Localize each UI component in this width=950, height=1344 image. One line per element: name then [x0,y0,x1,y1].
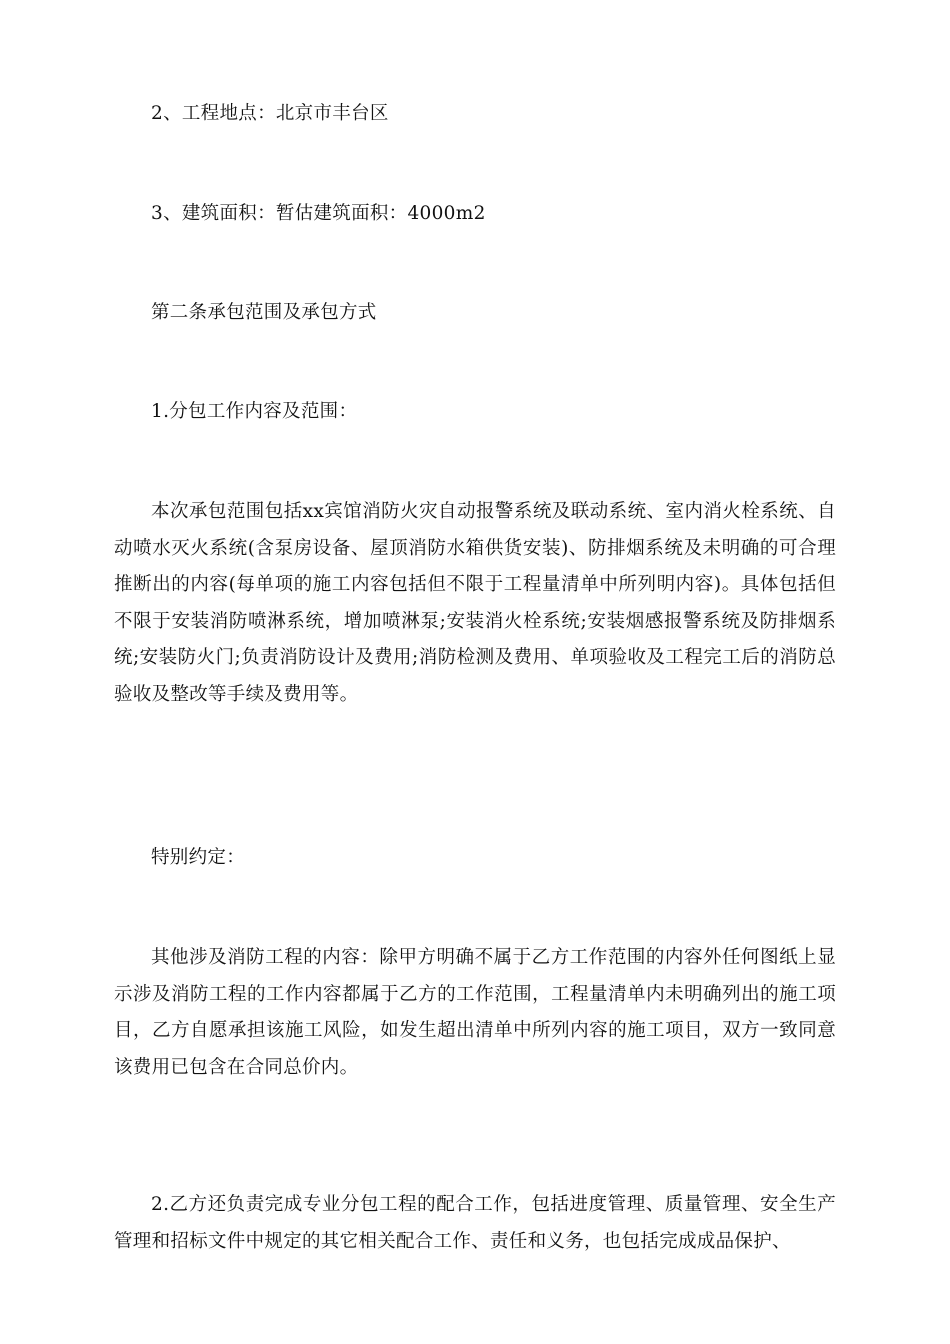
clause-building-area: 3、建筑面积：暂估建筑面积：4000m2 [151,203,486,224]
special-agreement-heading: 特别约定： [151,847,246,868]
scope-body-paragraph: 本次承包范围包括xx宾馆消防火灾自动报警系统及联动系统、室内消火栓系统、自动喷水灭火系统(含泵房设备、屋顶消防水箱供货安装)、防排烟系统及未明确的可合理推断出的内容(每单项的施工内容包括但不限于工程量清单中所列明内容)。具体包括但不限于安装消防喷淋系统，增加喷淋泵;安装消火栓系统;安装烟感报警系统及防排烟系统;安装防火门;负责消防设计及费用;消防检测及费用、单项验收及工程完工后的消防总验收及整改等手续及费用等。 [114,501,836,705]
clause-project-location: 2、工程地点：北京市丰台区 [151,103,389,124]
special-agreement-paragraph: 其他涉及消防工程的内容：除甲方明确不属于乙方工作范围的内容外任何图纸上显示涉及消防工程的工作内容都属于乙方的工作范围，工程量清单内未明确列出的施工项目，乙方自愿承担该施工风险，如发生超出清单中所列内容的施工项目，双方一致同意该费用已包含在合同总价内。 [114,947,836,1078]
clause-subcontract-scope-heading: 1.分包工作内容及范围： [151,401,358,422]
clause-coordination-paragraph: 2.乙方还负责完成专业分包工程的配合工作，包括进度管理、质量管理、安全生产管理和招标文件中规定的其它相关配合工作、责任和义务，也包括完成成品保护、 [114,1194,836,1252]
article-heading: 第二条承包范围及承包方式 [151,302,377,323]
